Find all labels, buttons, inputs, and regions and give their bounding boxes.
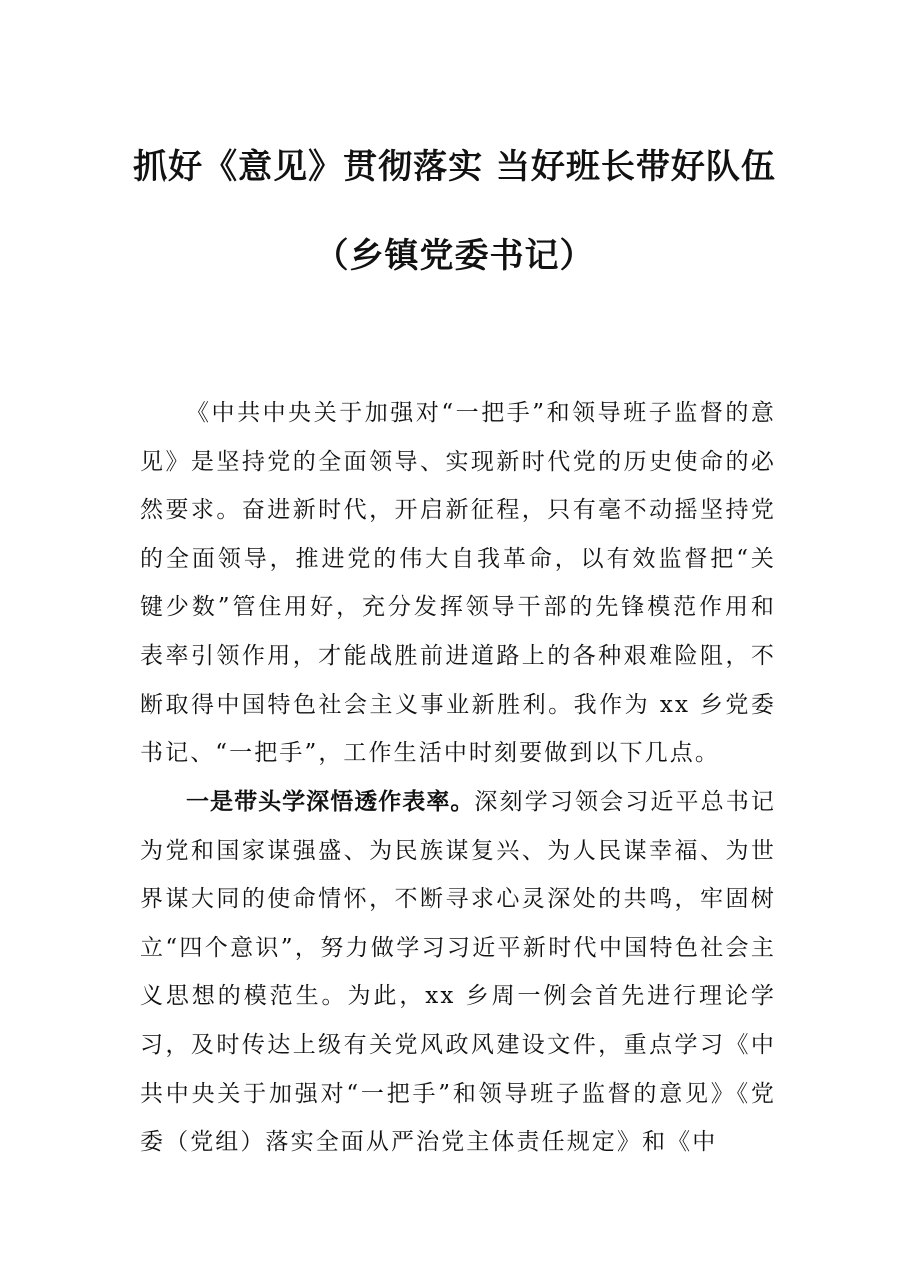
document-title: 抓好《意见》贯彻落实 当好班长带好队伍: [133, 147, 776, 187]
paragraph-point-one: [140, 778, 776, 1167]
paragraph-intro-text: 《中共中央关于加强对“一把手”和领导班子监督的意见》是坚持党的全面领导、实现新时代党的历史使命的必然要求。奋进新时代，开启新征程，只有毫不动摇坚持党的全面领导，推进党的伟大自我革命，以有效监督把“关键少数”管住用好，充分发挥领导干部的先锋模范作用和表率引领作用，才能战胜前进道路上的各种艰难险阻，不断取得中国特色社会主义事业新胜利。我作为 xx 乡党委书记、“一把手”，工作生活中时刻要做到以下几点。: [140, 400, 776, 767]
paragraph-point-one-lead: 一是带头学深悟透作表率。: [186, 788, 475, 815]
paragraph-intro: [140, 389, 776, 778]
document-subtitle: （乡镇党委书记）: [314, 236, 595, 276]
paragraph-point-one-text: 深刻学习领会习近平总书记为党和国家谋强盛、为民族谋复兴、为人民谋幸福、为世界谋大同的使命情怀，不断寻求心灵深处的共鸣，牢固树立“四个意识”，努力做学习习近平新时代中国特色社会主义思想的模范生。为此，xx 乡周一例会首先进行理论学习，及时传达上级有关党风政风建设文件，重点学习《中共中央关于加强对“一把手”和领导班子监督的意见》《党委（党组）落实全面从严治党主体责任规定》和《中: [140, 789, 777, 1156]
